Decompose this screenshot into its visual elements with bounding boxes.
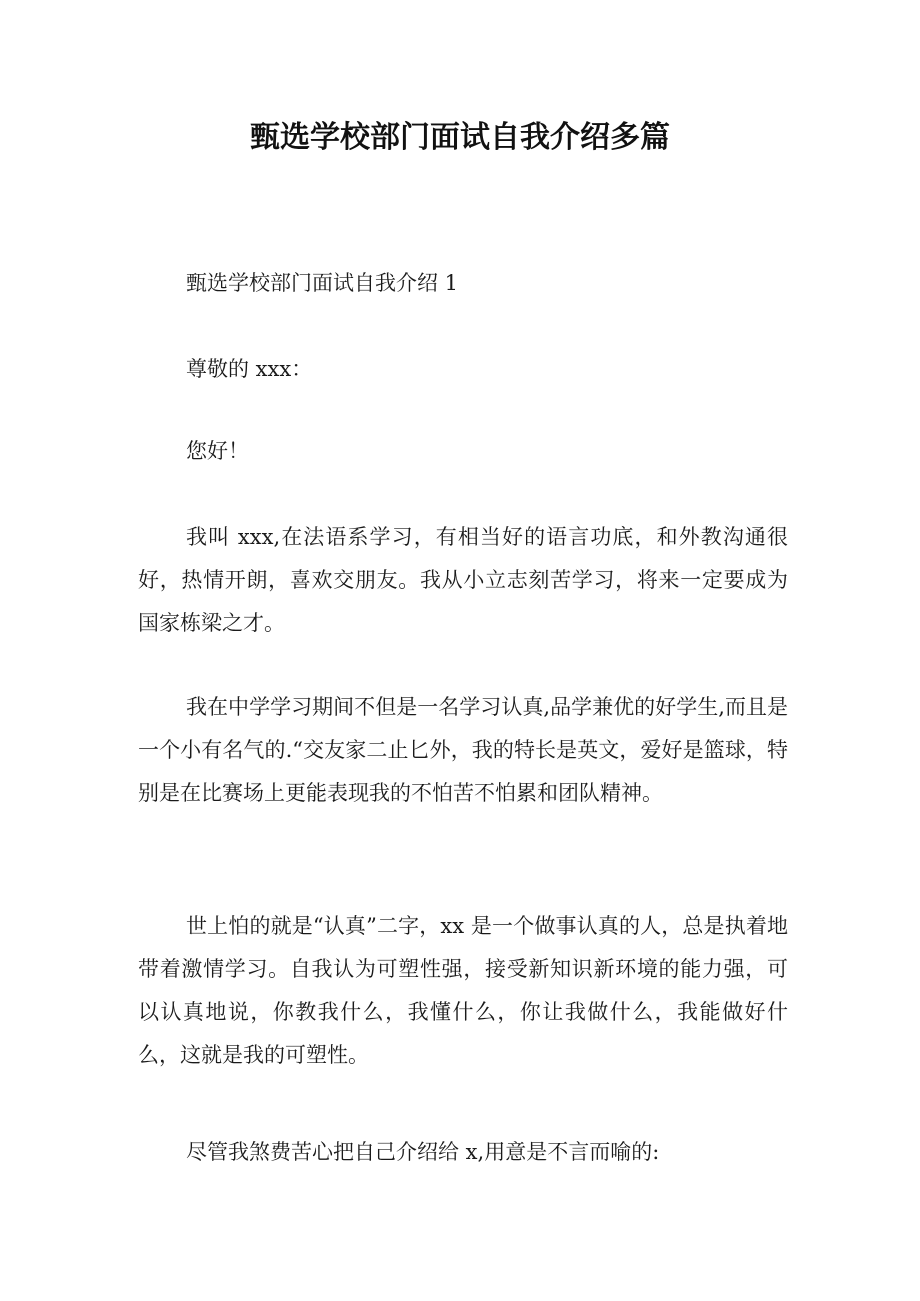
paragraph-closing: 尽管我煞费苦心把自己介绍给 x,用意是不言而喻的: xyxy=(186,1140,660,1164)
greeting: 您好！ xyxy=(186,439,249,463)
paragraph-school: 我在中学学习期间不但是一名学习认真,品学兼优的好学生,而且是一个小有名气的.“交友家二止匕外，我的特长是英文，爱好是篮球，特别是在比赛场上更能表现我的不怕苦不怕累和团队精神。 xyxy=(138,695,788,805)
salutation: 尊敬的 xxx： xyxy=(186,357,313,381)
paragraph-earnest: 世上怕的就是“认真”二字，xx 是一个做事认真的人，总是执着地带着激情学习。自我认为可塑性强，接受新知识新环境的能力强，可以认真地说，你教我什么，我懂什么，你让我做什么，我能做好什么，这就是我的可塑性。 xyxy=(138,914,788,1067)
section-heading: 甄选学校部门面试自我介绍 1 xyxy=(186,271,459,295)
paragraph-intro: 我叫 xxx,在法语系学习，有相当好的语言功底，和外教沟通很好，热情开朗，喜欢交朋友。我从小立志刻苦学习，将来一定要成为国家栋梁之才。 xyxy=(138,525,788,635)
document-title: 甄选学校部门面试自我介绍多篇 xyxy=(250,120,670,155)
